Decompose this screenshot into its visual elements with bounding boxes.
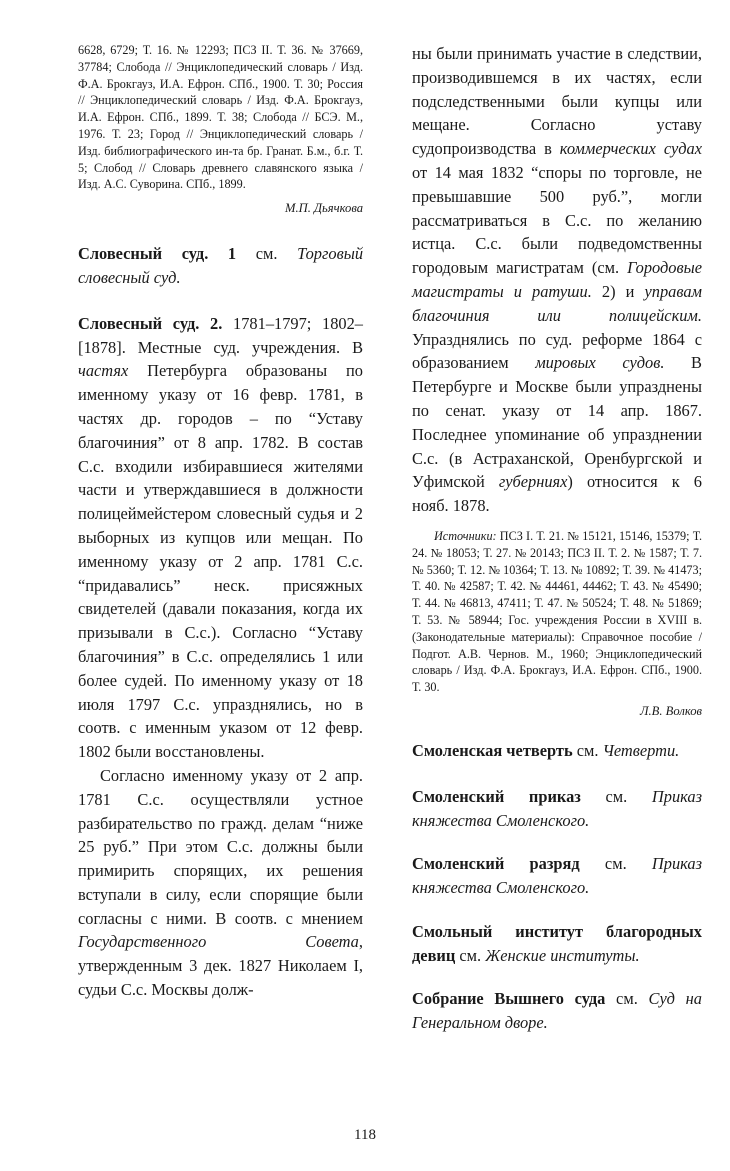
entry-sobranie-vyshnego-suda bbox=[412, 987, 702, 1035]
cross-reference: частях bbox=[78, 361, 129, 381]
entry-continuation bbox=[412, 42, 702, 518]
entry-headword: Смольный институт благородных девиц bbox=[412, 921, 702, 965]
entry-headword: Словесный суд. 2. bbox=[78, 313, 223, 333]
see-label: см. bbox=[580, 786, 652, 806]
entry-smolny-institut bbox=[412, 920, 702, 968]
right-column bbox=[412, 42, 702, 1035]
cross-reference: управам благочиния или полицейским. bbox=[412, 281, 703, 325]
author-signature: Л.В. Волков bbox=[639, 703, 702, 718]
entry-text: от 14 мая 1832 “споры по торговле, не превышавшие 500 руб.”, могли рассматриваться в С.с. по желанию истца. С.с. были подведомственны городовым магистратам (см. bbox=[412, 162, 702, 278]
cross-reference: Четверти. bbox=[602, 740, 680, 760]
entry-paragraph bbox=[78, 764, 363, 1002]
entry-smolensky-prikaz bbox=[412, 785, 702, 833]
cross-reference: Приказ княжества Смоленского. bbox=[412, 786, 702, 830]
cross-reference: Женские институты. bbox=[485, 945, 640, 965]
entry-headword: Смоленский приказ bbox=[412, 786, 581, 806]
cross-reference: Торговый словесный суд. bbox=[78, 244, 364, 287]
see-label: см. bbox=[572, 740, 603, 760]
entry-text: ) относится к 6 нояб. 1878. bbox=[412, 472, 702, 516]
cross-reference: губерниях bbox=[498, 472, 568, 492]
entry-text: Упразднялись по суд. реформе 1864 с образованием bbox=[412, 329, 702, 373]
see-label: см. bbox=[605, 989, 649, 1009]
cross-reference: мировых судов. bbox=[535, 353, 665, 373]
entry-headword: Словесный суд bbox=[78, 244, 205, 264]
page-number: 118 bbox=[354, 1127, 376, 1143]
entry-slovesny-sud-2 bbox=[78, 312, 363, 764]
cross-reference: коммерческих судах bbox=[559, 139, 703, 159]
entry-text: 2) и bbox=[591, 281, 645, 301]
entry-number: . 1 bbox=[204, 244, 237, 264]
entry-text: Петербурга образованы по именному указу от 16 февр. 1781, в частях др. городов – по “Уставу благочиния” от 8 апр. 1782. В состав С.с. входили избиравшиеся жителями части и утверждавшиеся в должности полицеймейстером словесный судья и 2 выборных из купцов или мещан. По именному указу от 2 апр. 1781 С.с. “придавались” неск. присяжных свидетелей (давали показания, когда их призывали в С.с.). Согласно “Уставу благочиния” в С.с. определялись 1 или более судей. По именному указу от 18 июля 1797 С.с. упразднялись, но в соотв. с именным указом от 12 февр. 1802 были восстановлены. bbox=[78, 361, 363, 762]
entry-text: , утвержденным 3 дек. 1827 Николаем I, судьи С.с. Москвы долж- bbox=[78, 932, 363, 1000]
cross-reference: Приказ княжества Смоленского. bbox=[412, 854, 702, 898]
entry-text: В Петербурге и Москве были упразднены по сенат. указу от 14 апр. 1867. Последнее упоминание об упразднении С.с. (в Астраханской, Оренбургской и Уфимской bbox=[412, 353, 702, 492]
sources-text: ПСЗ I. Т. 21. № 15121, 15146, 15379; Т. 24. № 18053; Т. 27. № 20143; ПСЗ II. Т. 2. № 1587; Т. 7. № 5360; Т. 12. № 10364; Т. 13. № 10892; Т. 39. № 41473; Т. 40. № 42587; Т. 42. № 44461, 44462; Т. 43. № 45490; Т. 44. № 46813, 47411; Т. 47. № 50524; Т. 48. № 51869; Т. 53. № 58944; Гос. учреждения России в XVIII в. (Законодательные материалы): Справочное пособие / Подгот. А.В. Чернов. М., 1960; Энциклопедический словарь / Изд. Ф.А. Брокгауз, И.А. Ефрон. СПб., 1900. Т. 30. bbox=[412, 528, 702, 695]
see-label: см. bbox=[455, 945, 486, 965]
cross-reference: Городовые магистраты и ратуши. bbox=[412, 258, 702, 301]
entry-headword: Смоленская четверть bbox=[412, 740, 573, 760]
entry-headword: Собрание Вышнего суда bbox=[412, 989, 606, 1009]
entry-slovesny-sud-1 bbox=[78, 242, 363, 290]
entry-text: ны были принимать участие в следствии, производившемся в их частях, если подследственными были купцы или мещане. Согласно уставу судопроизводства в bbox=[412, 44, 702, 159]
entry-smolenskaya-chetvert bbox=[412, 739, 702, 763]
entry-headword: Смоленский разряд bbox=[412, 854, 580, 874]
left-column bbox=[78, 42, 363, 1002]
sources-note bbox=[412, 528, 702, 696]
see-label: см. bbox=[236, 244, 298, 264]
sources-label: Источники: bbox=[434, 528, 497, 543]
entry-text: Согласно именному указу от 2 апр. 1781 С.с. осуществляли устное разбирательство по гражд. делам “ниже 25 руб.” При этом С.с. должны были примирить спорящих, их решения вступали в силу, если спорящие были согласны с ними. В соотв. с мнением bbox=[78, 765, 363, 928]
cross-reference: Суд на Генеральном дворе. bbox=[412, 989, 702, 1033]
entry-text: 1781–1797; 1802–[1878]. Местные суд. учреждения. В bbox=[78, 313, 363, 357]
entry-smolensky-razryad bbox=[412, 852, 702, 900]
bibliography-note: 6628, 6729; Т. 16. № 12293; ПСЗ II. Т. 36. № 37669, 37784; Слобода // Энциклопедический словарь / Изд. Ф.А. Брокгауз, И.А. Ефрон. СПб., 1900. Т. 30; Россия // Энциклопедический словарь / Изд. Ф.А. Брокгауз, И.А. Ефрон. СПб., 1899. Т. 38; Слобода // БСЭ. М., 1976. Т. 23; Город // Энциклопедический словарь / Изд. библиографического ин-та бр. Гранат. Б.м., б.г. Т. 5; Слобод // Словарь древнего славянского языка / Изд. А.С. Суворина. СПб., 1899. bbox=[78, 43, 363, 192]
see-label: см. bbox=[579, 854, 652, 874]
author-signature: М.П. Дьячкова bbox=[284, 201, 363, 216]
cross-reference: Государственного Совета bbox=[78, 932, 359, 952]
